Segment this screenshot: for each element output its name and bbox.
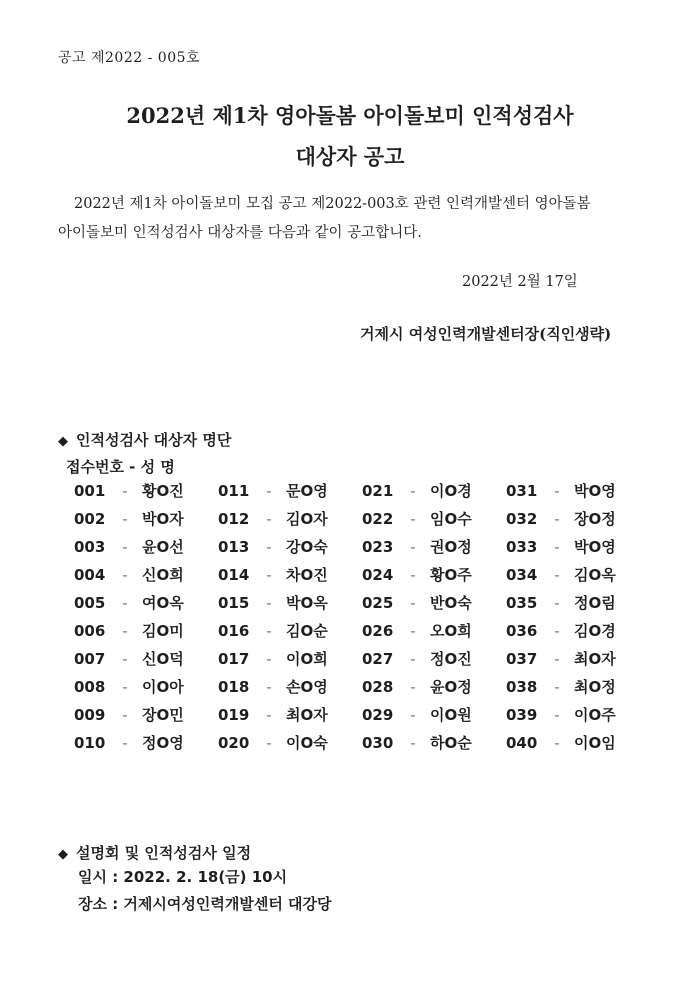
entry-number: 015 <box>218 594 250 612</box>
entry-name: 손O영 <box>286 678 328 696</box>
entry-dash: - <box>554 538 560 556</box>
entry-name: 이O원 <box>430 706 472 724</box>
entry-name: 하O순 <box>430 734 472 752</box>
entry-number: 033 <box>506 538 538 556</box>
entry-number: 024 <box>362 566 394 584</box>
roster-entry <box>506 704 616 726</box>
entry-dash: - <box>410 510 416 528</box>
entry-name: 이O희 <box>286 650 328 668</box>
entry-dash: - <box>122 678 128 696</box>
entry-dash: - <box>266 594 272 612</box>
entry-dash: - <box>554 566 560 584</box>
entry-name: 정O림 <box>574 594 616 612</box>
entry-name: 오O희 <box>430 622 472 640</box>
entry-name: 박O영 <box>574 482 616 500</box>
body-line-2: 아이돌보미 인적성검사 대상자를 다음과 같이 공고합니다. <box>58 225 422 241</box>
entry-name: 황O진 <box>142 482 184 500</box>
roster-entry <box>506 480 616 502</box>
entry-name: 황O주 <box>430 566 472 584</box>
entry-name: 김O경 <box>574 622 616 640</box>
roster-entry <box>506 732 616 754</box>
entry-name: 윤O정 <box>430 678 472 696</box>
entry-number: 010 <box>74 734 106 752</box>
document-title-line-2: 대상자 공고 <box>295 144 405 169</box>
roster-entry <box>74 564 184 586</box>
entry-number: 009 <box>74 706 106 724</box>
entry-number: 029 <box>362 706 394 724</box>
roster-entry <box>506 508 616 530</box>
entry-name: 임O수 <box>430 510 472 528</box>
roster-entry <box>362 536 472 558</box>
entry-dash: - <box>410 566 416 584</box>
entry-number: 002 <box>74 510 106 528</box>
entry-dash: - <box>266 622 272 640</box>
entry-dash: - <box>122 706 128 724</box>
roster-entry <box>218 704 328 726</box>
entry-number: 011 <box>218 482 250 500</box>
entry-dash: - <box>122 622 128 640</box>
entry-dash: - <box>554 510 560 528</box>
entry-dash: - <box>266 650 272 668</box>
entry-number: 014 <box>218 566 250 584</box>
entry-name: 박O옥 <box>286 594 328 612</box>
diamond-bullet-icon: ◆ <box>58 434 68 449</box>
entry-dash: - <box>410 678 416 696</box>
entry-dash: - <box>266 678 272 696</box>
entry-dash: - <box>122 650 128 668</box>
entry-number: 017 <box>218 650 250 668</box>
entry-number: 035 <box>506 594 538 612</box>
roster-entry <box>506 564 616 586</box>
entry-name: 최O자 <box>574 650 616 668</box>
entry-number: 012 <box>218 510 250 528</box>
roster-entry <box>506 676 616 698</box>
entry-number: 034 <box>506 566 538 584</box>
entry-number: 022 <box>362 510 394 528</box>
entry-number: 004 <box>74 566 106 584</box>
entry-dash: - <box>410 734 416 752</box>
roster-entry <box>74 536 184 558</box>
entry-dash: - <box>266 566 272 584</box>
entry-dash: - <box>266 538 272 556</box>
entry-name: 장O민 <box>142 706 184 724</box>
notice-date: 2022년 2월 17일 <box>462 274 578 290</box>
entry-name: 차O진 <box>286 566 328 584</box>
roster-entry <box>218 508 328 530</box>
roster-heading <box>58 429 231 450</box>
entry-number: 003 <box>74 538 106 556</box>
entry-dash: - <box>266 482 272 500</box>
entry-number: 020 <box>218 734 250 752</box>
document-title-line-1: 2022년 제1차 영아돌봄 아이돌보미 인적성검사 <box>126 103 574 128</box>
entry-dash: - <box>410 622 416 640</box>
entry-number: 007 <box>74 650 106 668</box>
diamond-bullet-icon: ◆ <box>58 847 68 862</box>
entry-dash: - <box>410 482 416 500</box>
roster-subheading: 접수번호 - 성 명 <box>66 458 175 476</box>
entry-name: 문O영 <box>286 482 328 500</box>
roster-entry <box>74 676 184 698</box>
roster-entry <box>506 536 616 558</box>
entry-name: 이O경 <box>430 482 472 500</box>
entry-number: 031 <box>506 482 538 500</box>
entry-number: 016 <box>218 622 250 640</box>
entry-name: 박O영 <box>574 538 616 556</box>
roster-entry <box>218 592 328 614</box>
entry-dash: - <box>122 594 128 612</box>
entry-name: 여O옥 <box>142 594 184 612</box>
entry-name: 김O옥 <box>574 566 616 584</box>
roster-entry <box>362 480 472 502</box>
entry-name: 최O정 <box>574 678 616 696</box>
entry-name: 권O정 <box>430 538 472 556</box>
notice-number: 공고 제2022 - 005호 <box>58 50 201 66</box>
entry-dash: - <box>410 706 416 724</box>
roster-entry <box>74 732 184 754</box>
entry-dash: - <box>122 482 128 500</box>
entry-number: 023 <box>362 538 394 556</box>
entry-name: 이O아 <box>142 678 184 696</box>
roster-entry <box>218 676 328 698</box>
roster-entry <box>506 620 616 642</box>
body-paragraph <box>58 190 658 248</box>
roster-entry <box>74 508 184 530</box>
body-line-1 <box>58 190 658 219</box>
roster-entry <box>74 648 184 670</box>
entry-number: 008 <box>74 678 106 696</box>
entry-number: 005 <box>74 594 106 612</box>
entry-name: 박O자 <box>142 510 184 528</box>
entry-number: 026 <box>362 622 394 640</box>
schedule-heading <box>58 842 251 863</box>
roster-entry <box>218 564 328 586</box>
entry-dash: - <box>554 594 560 612</box>
entry-number: 038 <box>506 678 538 696</box>
entry-number: 021 <box>362 482 394 500</box>
entry-name: 김O자 <box>286 510 328 528</box>
entry-dash: - <box>554 622 560 640</box>
entry-number: 037 <box>506 650 538 668</box>
roster-entry <box>362 592 472 614</box>
roster-entry <box>362 676 472 698</box>
entry-name: 이O숙 <box>286 734 328 752</box>
entry-dash: - <box>122 538 128 556</box>
entry-dash: - <box>410 594 416 612</box>
entry-dash: - <box>266 734 272 752</box>
entry-number: 032 <box>506 510 538 528</box>
schedule-heading-text: 설명회 및 인적성검사 일정 <box>76 844 252 862</box>
entry-number: 018 <box>218 678 250 696</box>
entry-name: 정O영 <box>142 734 184 752</box>
entry-dash: - <box>266 706 272 724</box>
entry-dash: - <box>554 678 560 696</box>
roster-entry <box>362 704 472 726</box>
roster-entry <box>74 704 184 726</box>
entry-dash: - <box>122 734 128 752</box>
schedule-location: 장소 : 거제시여성인력개발센터 대강당 <box>78 895 332 913</box>
roster-entry <box>506 592 616 614</box>
roster-entry <box>362 732 472 754</box>
roster-entry <box>74 480 184 502</box>
entry-name: 김O미 <box>142 622 184 640</box>
entry-dash: - <box>266 510 272 528</box>
entry-dash: - <box>554 482 560 500</box>
entry-name: 장O정 <box>574 510 616 528</box>
entry-number: 013 <box>218 538 250 556</box>
entry-name: 신O희 <box>142 566 184 584</box>
entry-number: 030 <box>362 734 394 752</box>
entry-number: 040 <box>506 734 538 752</box>
entry-name: 이O주 <box>574 706 616 724</box>
entry-number: 039 <box>506 706 538 724</box>
entry-number: 028 <box>362 678 394 696</box>
roster-entry <box>218 536 328 558</box>
entry-dash: - <box>410 538 416 556</box>
entry-name: 강O숙 <box>286 538 328 556</box>
body-line-1-text: 2022년 제1차 아이돌보미 모집 공고 제2022-003호 관련 인력개발센터 영아돌봄 <box>74 196 591 212</box>
entry-name: 이O임 <box>574 734 616 752</box>
roster-entry <box>362 648 472 670</box>
entry-name: 정O진 <box>430 650 472 668</box>
entry-number: 006 <box>74 622 106 640</box>
entry-number: 001 <box>74 482 106 500</box>
entry-name: 신O덕 <box>142 650 184 668</box>
roster-heading-text: 인적성검사 대상자 명단 <box>76 431 232 449</box>
roster-entry <box>218 648 328 670</box>
entry-name: 최O자 <box>286 706 328 724</box>
entry-name: 반O숙 <box>430 594 472 612</box>
entry-name: 김O순 <box>286 622 328 640</box>
roster-entry <box>218 480 328 502</box>
entry-number: 019 <box>218 706 250 724</box>
roster-entry <box>74 620 184 642</box>
roster-entry <box>362 564 472 586</box>
roster-entry <box>218 620 328 642</box>
roster-entry <box>506 648 616 670</box>
roster-entry <box>362 508 472 530</box>
entry-dash: - <box>554 706 560 724</box>
entry-number: 025 <box>362 594 394 612</box>
entry-number: 027 <box>362 650 394 668</box>
issuer: 거제시 여성인력개발센터장(직인생략) <box>360 325 612 343</box>
schedule-datetime: 일시 : 2022. 2. 18(금) 10시 <box>78 868 288 886</box>
entry-number: 036 <box>506 622 538 640</box>
roster-entry <box>218 732 328 754</box>
entry-dash: - <box>122 566 128 584</box>
entry-dash: - <box>122 510 128 528</box>
entry-name: 윤O선 <box>142 538 184 556</box>
entry-dash: - <box>410 650 416 668</box>
entry-dash: - <box>554 734 560 752</box>
roster-entry <box>362 620 472 642</box>
entry-dash: - <box>554 650 560 668</box>
roster-entry <box>74 592 184 614</box>
